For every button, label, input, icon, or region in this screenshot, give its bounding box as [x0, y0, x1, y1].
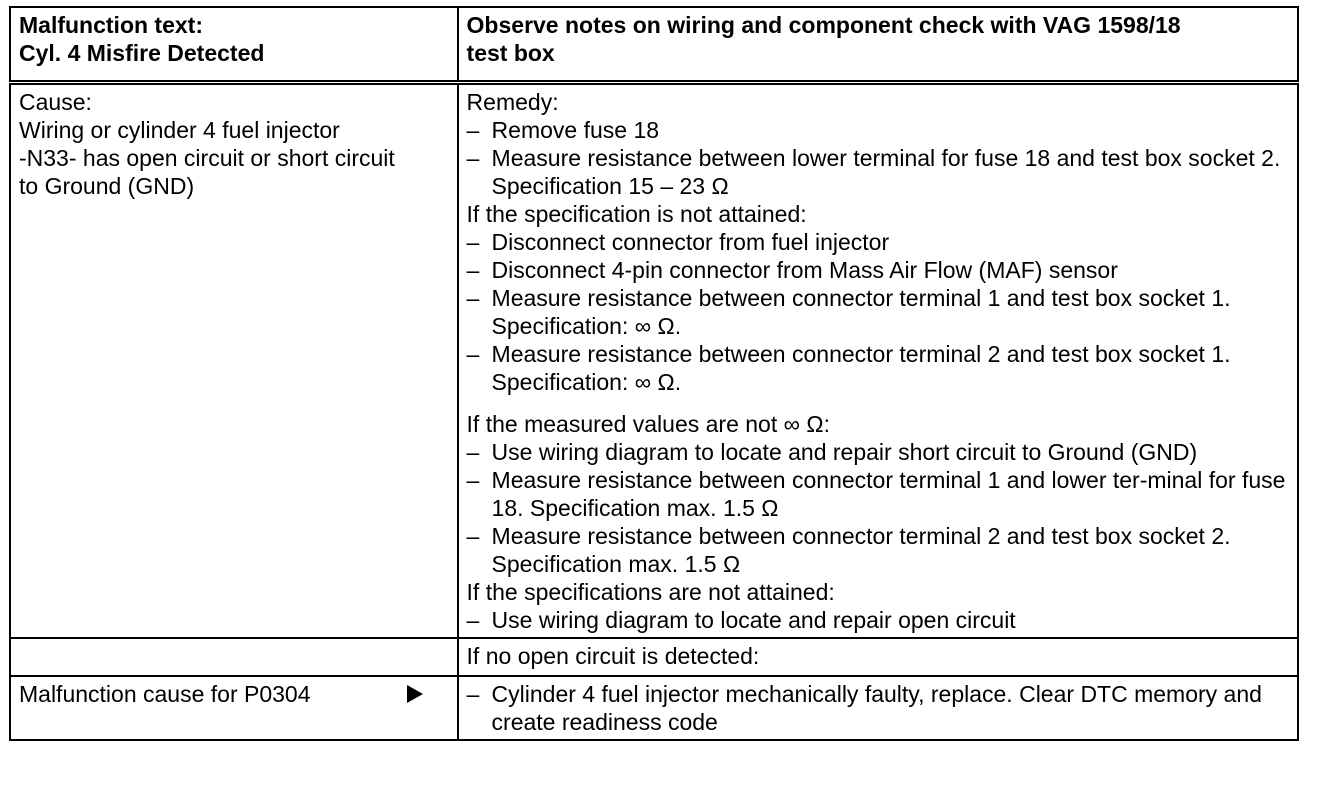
remedy-step: – Measure resistance between connector terminal 1 and lower ter-minal for fuse 18. Specification max. 1.5 Ω	[467, 466, 1291, 522]
header-row	[10, 7, 1298, 83]
remedy-step: – Disconnect 4-pin connector from Mass Air Flow (MAF) sensor	[467, 256, 1291, 284]
remedy-step: – Disconnect connector from fuel injector	[467, 228, 1291, 256]
malfunction-text-value: Cyl. 4 Misfire Detected	[19, 40, 265, 66]
remedy-condition: If the specification is not attained:	[466, 201, 807, 227]
remedy-step: – Use wiring diagram to locate and repair open circuit	[467, 606, 1291, 634]
diagnostic-table	[9, 6, 1299, 741]
notes-header-line2: test box	[466, 40, 555, 66]
cause-label: Cause:	[19, 89, 92, 115]
remedy-step: – Measure resistance between connector terminal 2 and test box socket 1. Specification: ∞ Ω.	[467, 340, 1291, 396]
arrow-right-icon	[407, 685, 423, 703]
cause-remedy-row	[10, 83, 1298, 639]
remedy-step: – Use wiring diagram to locate and repair short circuit to Ground (GND)	[467, 438, 1291, 466]
remedy-step: – Measure resistance between connector terminal 1 and test box socket 1. Specification: ∞ Ω.	[467, 284, 1291, 340]
cause-line: -N33- has open circuit or short circuit	[19, 145, 395, 171]
cause-line: to Ground (GND)	[19, 173, 195, 199]
notes-header-line1: Observe notes on wiring and component check with VAG 1598/18	[466, 12, 1181, 38]
remedy-step: – Measure resistance between connector terminal 2 and test box socket 2. Specification max. 1.5 Ω	[467, 522, 1291, 578]
cause-line: Wiring or cylinder 4 fuel injector	[19, 117, 340, 143]
cause-cell	[10, 83, 458, 639]
malfunction-cause-wrap	[19, 680, 451, 708]
notes-header	[458, 7, 1298, 83]
remedy-step: – Measure resistance between lower terminal for fuse 18 and test box socket 2. Specification 15 – 23 Ω	[467, 144, 1291, 200]
malfunction-text-label: Malfunction text:	[19, 12, 203, 38]
remedy-label: Remedy:	[466, 89, 559, 115]
remedy-condition: If the measured values are not ∞ Ω:	[466, 411, 830, 437]
no-open-circuit-text: If no open circuit is detected:	[466, 643, 760, 669]
remedy-step: – Remove fuse 18	[467, 116, 1291, 144]
spacer	[467, 396, 1291, 410]
empty-cell	[10, 638, 458, 676]
no-open-circuit-cell	[458, 638, 1298, 676]
no-open-circuit-row	[10, 638, 1298, 676]
remedy-condition: If the specifications are not attained:	[466, 579, 835, 605]
malfunction-text-header	[10, 7, 458, 83]
final-remedy-cell	[458, 676, 1298, 740]
malfunction-cause-text: Malfunction cause for P0304	[19, 681, 311, 707]
malfunction-cause-cell	[10, 676, 458, 740]
remedy-cell	[458, 83, 1298, 639]
final-remedy-step: – Cylinder 4 fuel injector mechanically faulty, replace. Clear DTC memory and create readiness code	[467, 680, 1291, 736]
final-cause-row	[10, 676, 1298, 740]
